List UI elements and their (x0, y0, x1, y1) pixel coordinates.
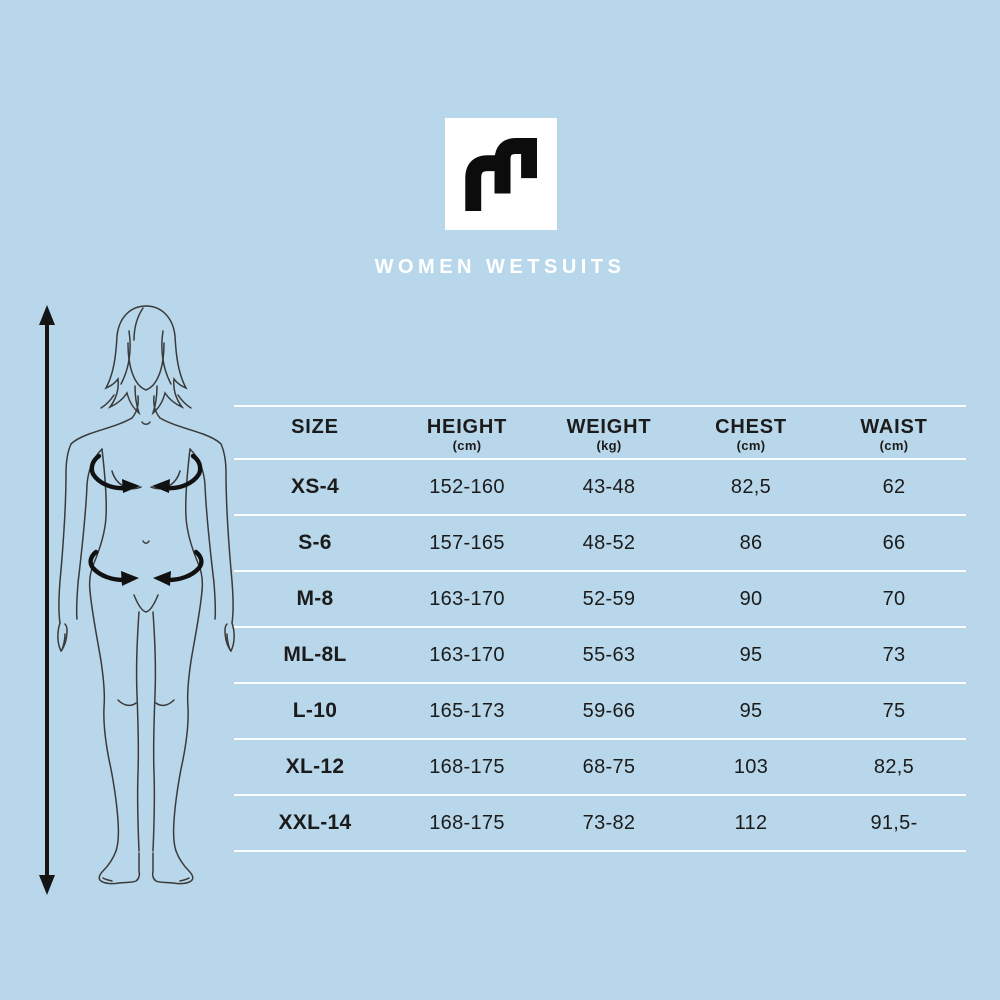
waist-value: 82,5 (873, 755, 915, 778)
height-value: 163-170 (429, 587, 505, 610)
column-header-chest: CHEST (cm) (715, 416, 787, 453)
chest-value: 82,5 (730, 475, 772, 498)
m-logo-icon (465, 138, 537, 211)
size-table (234, 405, 966, 852)
weight-value: 59-66 (582, 699, 636, 722)
table-row (234, 458, 966, 514)
size-value: XXL-14 (278, 811, 352, 834)
height-value: 157-165 (429, 531, 505, 554)
height-value: 152-160 (429, 475, 505, 498)
chest-value: 103 (733, 755, 769, 778)
height-arrow-icon (39, 305, 55, 895)
height-value: 168-175 (429, 755, 505, 778)
size-value: XS-4 (291, 475, 339, 498)
table-row (234, 514, 966, 570)
size-value: S-6 (298, 531, 332, 554)
size-value: ML-8L (283, 643, 347, 666)
height-value: 168-175 (429, 811, 505, 834)
column-header-size: SIZE (291, 416, 339, 438)
weight-value: 43-48 (582, 475, 636, 498)
chest-arrowheads (122, 479, 170, 493)
table-row (234, 794, 966, 852)
column-header-weight: WEIGHT (kg) (566, 416, 652, 453)
weight-value: 73-82 (582, 811, 636, 834)
page-title: WOMEN WETSUITS (374, 256, 626, 278)
waist-value: 66 (882, 531, 906, 554)
chest-value: 95 (739, 699, 763, 722)
table-row (234, 738, 966, 794)
waist-value: 91,5- (870, 811, 918, 834)
waist-value: 70 (882, 587, 906, 610)
waist-value: 62 (882, 475, 906, 498)
chest-value: 90 (739, 587, 763, 610)
table-header-row (234, 405, 966, 458)
weight-value: 55-63 (582, 643, 636, 666)
column-header-waist: WAIST (cm) (860, 416, 928, 453)
waist-value: 73 (882, 643, 906, 666)
column-header-height: HEIGHT (cm) (426, 416, 508, 453)
body-measurement-figure (18, 295, 238, 905)
chest-value: 86 (739, 531, 763, 554)
waist-value: 75 (882, 699, 906, 722)
weight-value: 48-52 (582, 531, 636, 554)
size-value: XL-12 (285, 755, 345, 778)
table-row (234, 682, 966, 738)
waist-arrowheads (121, 571, 171, 586)
brand-logo (445, 118, 557, 230)
table-row (234, 570, 966, 626)
chest-arrows-icon (92, 456, 200, 488)
chest-value: 112 (734, 811, 768, 834)
size-value: M-8 (296, 587, 334, 610)
table-row (234, 626, 966, 682)
weight-value: 52-59 (582, 587, 636, 610)
size-value: L-10 (292, 699, 338, 722)
weight-value: 68-75 (582, 755, 636, 778)
woman-outline (58, 306, 234, 884)
height-value: 165-173 (429, 699, 505, 722)
waist-arrows-icon (91, 552, 202, 580)
chest-value: 95 (739, 643, 763, 666)
height-value: 163-170 (429, 643, 505, 666)
